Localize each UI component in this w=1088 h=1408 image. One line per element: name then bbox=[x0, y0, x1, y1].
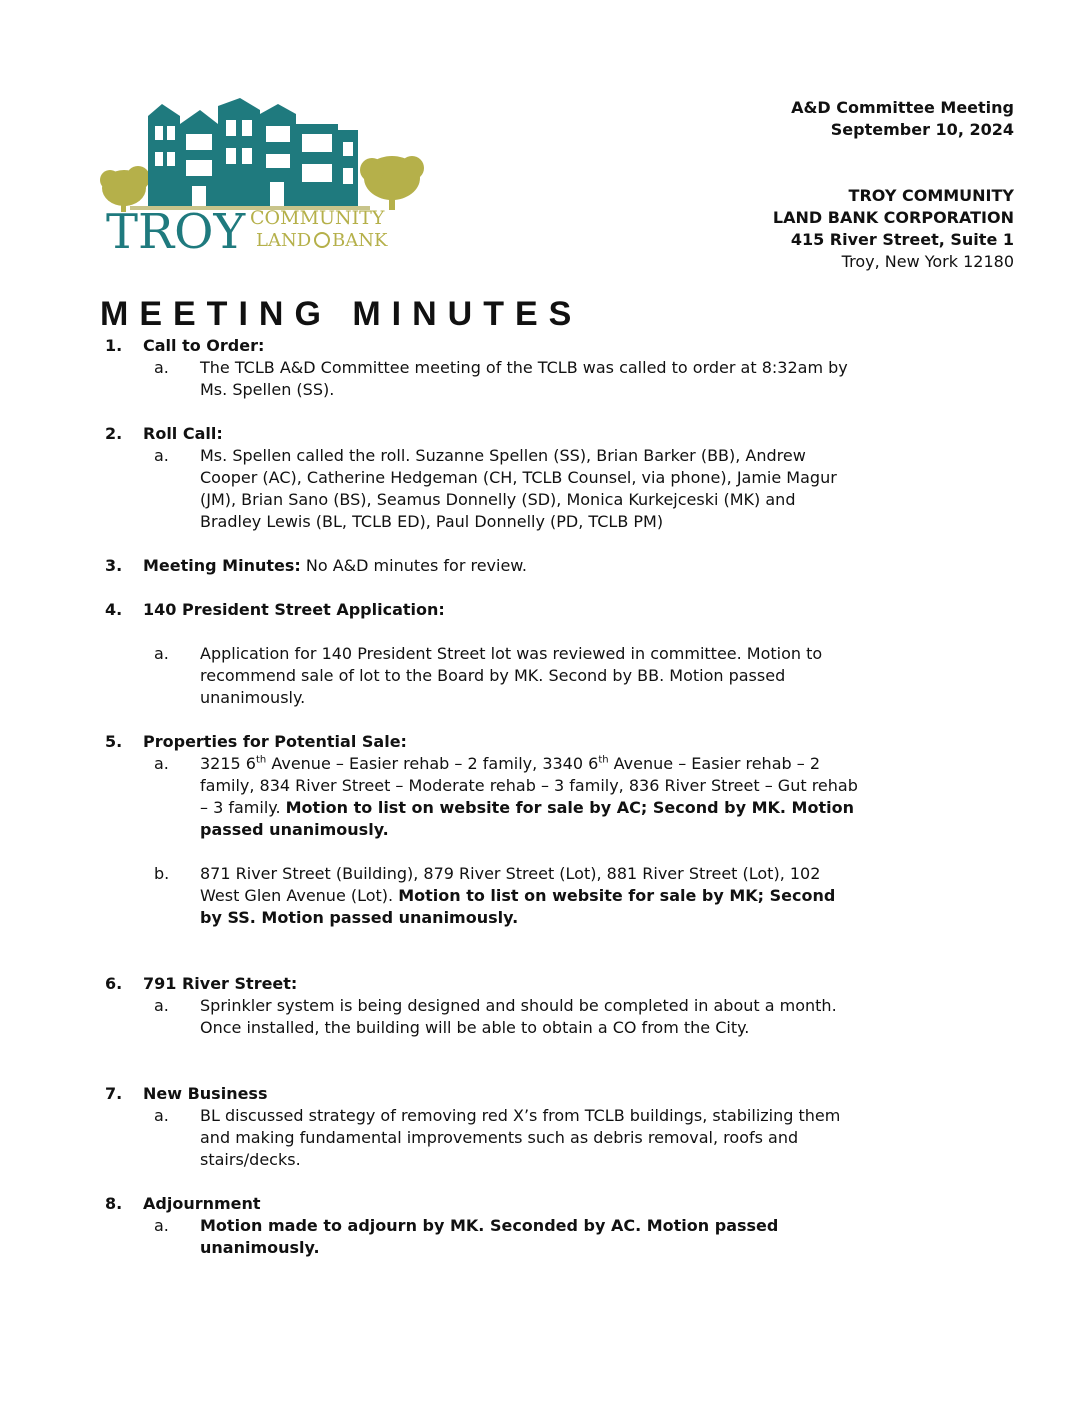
sub-item-letter: a. bbox=[154, 1216, 169, 1235]
logo-community-word: COMMUNITY bbox=[250, 207, 385, 229]
item-heading: Call to Order: bbox=[143, 336, 265, 355]
sub-item-letter: b. bbox=[154, 864, 170, 883]
sub-item-letter: a. bbox=[154, 996, 169, 1015]
motion-text: Motion to list on website for sale by MK; Second by SS. Motion passed unanimously. bbox=[200, 886, 836, 927]
item-number: 5. bbox=[105, 732, 123, 751]
sub-item-text: Ms. Spellen called the roll. Suzanne Spellen (SS), Brian Barker (BB), Andrew Cooper (AC), Catherine Hedgeman (CH, TCLB Counsel, via phone), Jamie Magur (JM), Brian Sano (BS), Seamus Donnelly (SD), Monica Kurkejceski (MK) and Bradley Lewis (BL, TCLB ED), Paul Donnelly (PD, TCLB PM) bbox=[200, 446, 837, 531]
item-heading-note: No A&D minutes for review. bbox=[300, 556, 528, 575]
sub-item bbox=[154, 357, 870, 401]
item-791-river-street bbox=[100, 973, 870, 1039]
logo-tree-icon bbox=[315, 233, 329, 247]
item-roll-call bbox=[100, 423, 870, 533]
sub-item bbox=[154, 1105, 870, 1171]
item-heading: New Business bbox=[143, 1084, 268, 1103]
item-number: 6. bbox=[105, 974, 123, 993]
item-number: 3. bbox=[105, 556, 123, 575]
item-heading: 791 River Street: bbox=[143, 974, 298, 993]
item-adjournment bbox=[100, 1193, 870, 1259]
sub-item-letter: a. bbox=[154, 446, 169, 465]
org-name-line2: LAND BANK CORPORATION bbox=[772, 208, 1014, 227]
sub-item-letter: a. bbox=[154, 358, 169, 377]
minutes-list bbox=[100, 335, 870, 1259]
item-number: 1. bbox=[105, 336, 123, 355]
item-heading: 140 President Street Application: bbox=[143, 600, 445, 619]
item-heading: Adjournment bbox=[143, 1194, 261, 1213]
item-heading: Properties for Potential Sale: bbox=[143, 732, 407, 751]
sub-item bbox=[154, 995, 870, 1039]
meeting-date: September 10, 2024 bbox=[830, 120, 1014, 139]
sub-item bbox=[154, 1215, 870, 1259]
item-new-business bbox=[100, 1083, 870, 1171]
meeting-header bbox=[773, 97, 1014, 273]
motion-text: Motion made to adjourn by MK. Seconded by AC. Motion passed unanimously. bbox=[200, 1216, 779, 1257]
item-140-president-street bbox=[100, 599, 870, 709]
sub-item bbox=[154, 753, 870, 841]
sub-item bbox=[154, 643, 870, 709]
sub-item-letter: a. bbox=[154, 754, 169, 773]
meeting-name: A&D Committee Meeting bbox=[791, 98, 1014, 117]
item-heading bbox=[143, 555, 870, 577]
sub-item-text: Application for 140 President Street lot was reviewed in committee. Motion to recommend sale of lot to the Board by MK. Second by BB. Motion passed unanimously. bbox=[200, 644, 823, 707]
item-number: 2. bbox=[105, 424, 123, 443]
item-heading: Roll Call: bbox=[143, 424, 223, 443]
item-number: 4. bbox=[105, 600, 123, 619]
org-address: 415 River Street, Suite 1 bbox=[790, 230, 1014, 249]
sub-item-text: 3215 6th Avenue – Easier rehab – 2 family, 3340 6th Avenue – Easier rehab – 2 family, 834 River Street – Moderate rehab – 3 family, 836 River Street – Gut rehab – 3 family. Motion to list on website for sale by AC; Second by MK. Motion passed unanimously. bbox=[200, 754, 858, 839]
item-heading-label: Meeting Minutes: bbox=[143, 556, 301, 575]
sub-item-text: BL discussed strategy of removing red X’s from TCLB buildings, stabilizing them and making fundamental improvements such as debris removal, roofs and stairs/decks. bbox=[200, 1106, 841, 1169]
sub-item bbox=[154, 445, 870, 533]
item-number: 7. bbox=[105, 1084, 123, 1103]
motion-text: Motion to list on website for sale by AC; Second by MK. Motion passed unanimously. bbox=[200, 798, 854, 839]
sub-item-text: The TCLB A&D Committee meeting of the TCLB was called to order at 8:32am by Ms. Spellen (SS). bbox=[200, 358, 848, 399]
sub-item-text: 871 River Street (Building), 879 River Street (Lot), 881 River Street (Lot), 102 West Glen Avenue (Lot). Motion to list on website for sale by MK; Second by SS. Motion passed unanimously. bbox=[200, 864, 836, 927]
org-city: Troy, New York 12180 bbox=[841, 252, 1014, 271]
item-meeting-minutes bbox=[100, 555, 870, 577]
sub-item-letter: a. bbox=[154, 1106, 169, 1125]
logo-bank-word: BANK bbox=[332, 230, 388, 251]
logo-troy-word: TROY bbox=[106, 204, 246, 256]
logo-graphic bbox=[100, 96, 430, 256]
item-number: 8. bbox=[105, 1194, 123, 1213]
org-name-line1: TROY COMMUNITY bbox=[848, 186, 1014, 205]
sub-item-letter: a. bbox=[154, 644, 169, 663]
logo-land-word: LAND bbox=[256, 230, 312, 251]
sub-item-text: Sprinkler system is being designed and should be completed in about a month. Once installed, the building will be able to obtain a CO from the City. bbox=[200, 996, 837, 1037]
item-call-to-order bbox=[100, 335, 870, 401]
sub-item bbox=[154, 863, 870, 929]
page-title: MEETING MINUTES bbox=[100, 295, 583, 333]
troy-land-bank-logo bbox=[100, 96, 430, 256]
item-properties-for-sale bbox=[100, 731, 870, 929]
